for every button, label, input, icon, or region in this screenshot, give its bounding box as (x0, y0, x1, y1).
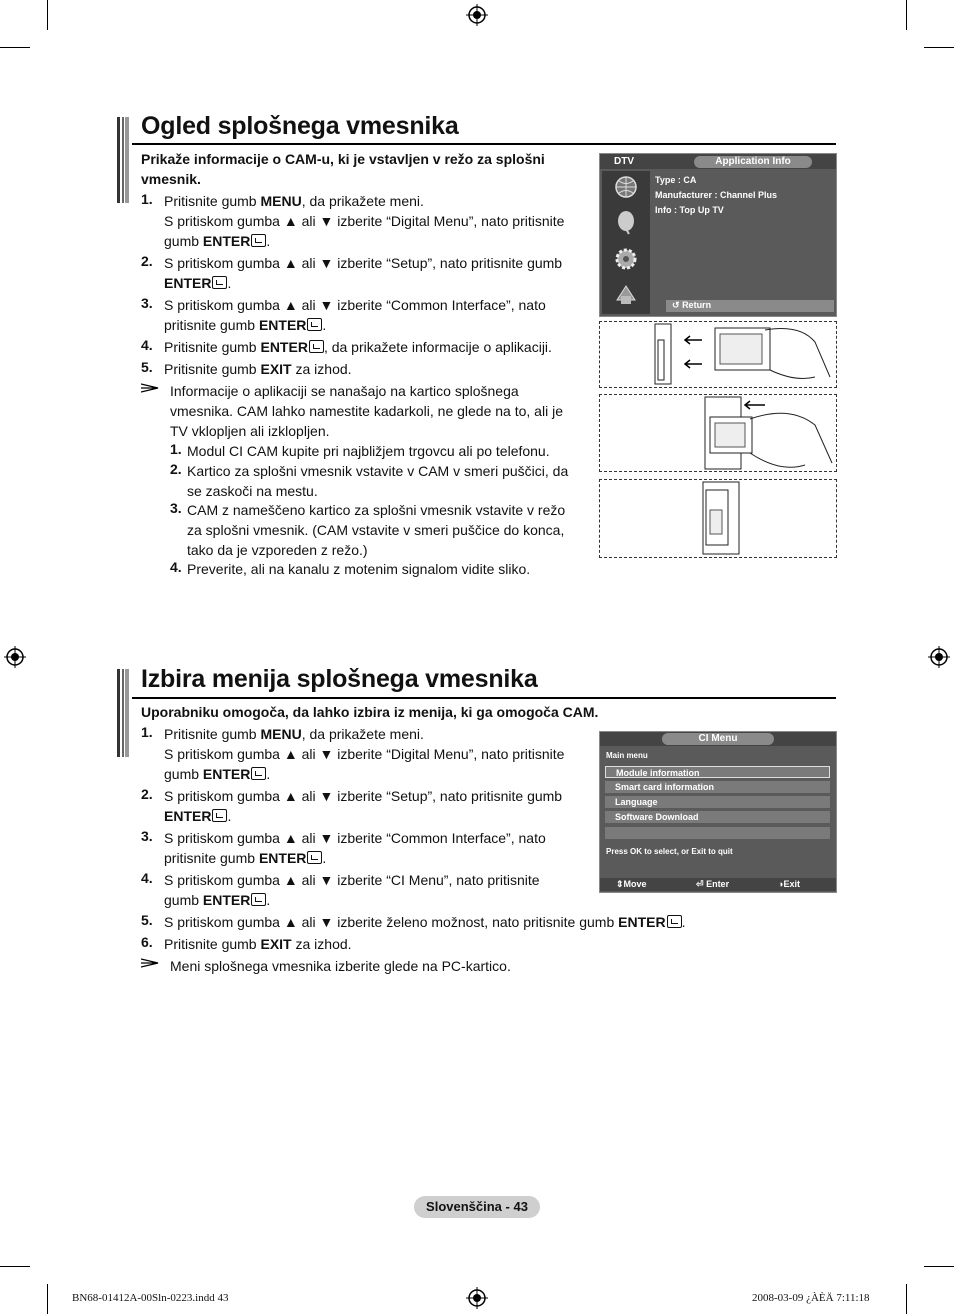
slug-left: BN68-01412A-00Sln-0223.indd 43 (72, 1292, 229, 1304)
step-number: 6. (141, 934, 153, 950)
step-number: 3. (141, 828, 153, 844)
step-number: 2. (141, 253, 153, 269)
move-hint: ⇕Move (616, 879, 647, 889)
gear-icon (613, 246, 639, 272)
section-marker-bar (117, 117, 129, 203)
step-text: Pritisnite gumb MENU, da prikažete meni. S pritiskom gumba ▲ ali ▼ izberite “Digital Menu”, nato pritisnite gumb ENTER . (164, 726, 565, 782)
enter-icon (307, 318, 322, 331)
enter-icon (212, 276, 227, 289)
menu-item-language[interactable]: Language (605, 796, 830, 808)
cam-inserted-drawing (600, 480, 836, 557)
enter-icon (212, 809, 227, 822)
main-menu-label: Main menu (606, 751, 648, 760)
step-number: 4. (141, 870, 153, 886)
section2-note: Meni splošnega vmesnika izberite glede na PC-kartico. (170, 958, 511, 974)
info-type: Type : CA (655, 175, 697, 185)
section2-intro: Uporabniku omogoča, da lahko izbira iz menija, ki ga omogoča CAM. (141, 704, 599, 720)
ci-menu-screen (599, 731, 837, 893)
cam-slot-drawing (600, 395, 836, 471)
info-manufacturer: Manufacturer : Channel Plus (655, 190, 778, 200)
step-text: S pritiskom gumba ▲ ali ▼ izberite “Common Interface”, nato pritisnite gumb ENTER . (164, 830, 546, 866)
step-number: 1. (141, 191, 153, 207)
menu-item-empty (605, 827, 830, 839)
screen-title: Application Info (715, 156, 791, 167)
page-number-label: Slovenščina - 43 (414, 1196, 540, 1218)
section-marker-bar (117, 669, 129, 757)
return-hint: ↺ Return (672, 300, 712, 310)
substep-number: 4. (170, 559, 182, 575)
cam-illustration-2 (599, 394, 837, 472)
dtv-tab: DTV (614, 156, 634, 167)
registration-mark-bottom (466, 1287, 488, 1309)
enter-hint: ⏎ Enter (696, 879, 730, 889)
step-text: Pritisnite gumb EXIT za izhod. (164, 936, 352, 952)
substep-text: CAM z nameščeno kartico za splošni vmesnik vstavite v režo za splošni vmesnik. (CAM vstavite v smeri puščice do konca, tako da je vzporeden z režo.) (187, 502, 566, 558)
note-arrow-icon (141, 958, 159, 968)
note-arrow-icon (141, 383, 159, 393)
registration-mark-left (4, 646, 26, 668)
select-hint: Press OK to select, or Exit to quit (606, 847, 733, 856)
exit-icon: ◑ (778, 879, 784, 889)
substep-text: Modul CI CAM kupite pri najbližjem trgovcu ali po telefonu. (187, 443, 550, 459)
card-insertion-drawing (600, 322, 836, 387)
step-text: S pritiskom gumba ▲ ali ▼ izberite “Setup”, nato pritisnite gumb ENTER . (164, 788, 563, 824)
registration-mark-right (928, 646, 950, 668)
info-text: Info : Top Up TV (655, 205, 724, 215)
input-icon (613, 282, 639, 308)
step-text: S pritiskom gumba ▲ ali ▼ izberite “Setup”, nato pritisnite gumb ENTER . (164, 255, 563, 291)
step-number: 4. (141, 337, 153, 353)
screen-title: CI Menu (698, 733, 738, 744)
section1-intro: Prikaže informacije o CAM-u, ki je vstavljen v režo za splošni vmesnik. (141, 151, 545, 187)
satellite-icon (613, 209, 639, 235)
substep-number: 3. (170, 500, 182, 516)
step-text: Pritisnite gumb EXIT za izhod. (164, 361, 352, 377)
enter-icon (309, 340, 324, 353)
slug-right: 2008-03-09 ¿ÀÈÄ 7:11:18 (752, 1292, 870, 1304)
substep-text: Preverite, ali na kanalu z motenim signalom vidite sliko. (187, 561, 531, 577)
section1-title: Ogled splošnega vmesnika (141, 112, 459, 140)
exit-hint: ◑Exit (778, 879, 800, 889)
step-number: 1. (141, 724, 153, 740)
menu-item-software-download[interactable]: Software Download (605, 811, 830, 823)
return-icon: ↺ (672, 300, 680, 310)
application-info-screen (599, 153, 837, 317)
substep-text: Kartico za splošni vmesnik vstavite v CAM v smeri puščici, da se zaskoči na mestu. (187, 463, 569, 499)
section1-note: Informacije o aplikaciji se nanašajo na kartico splošnega vmesnika. CAM lahko namestite kadarkoli, ne glede na to, ali je TV vklopljen ali izklopljen. (170, 383, 563, 439)
section1-rule (132, 143, 836, 145)
enter-icon (251, 767, 266, 780)
step-text: Pritisnite gumb ENTER , da prikažete informacije o aplikaciji. (164, 339, 552, 355)
step-number: 5. (141, 912, 153, 928)
enter-icon (307, 851, 322, 864)
substep-number: 1. (170, 441, 182, 457)
cam-illustration-3 (599, 479, 837, 558)
registration-mark-top (466, 4, 488, 26)
step-text: S pritiskom gumba ▲ ali ▼ izberite “Common Interface”, nato pritisnite gumb ENTER . (164, 297, 546, 333)
enter-icon: ⏎ (696, 879, 704, 889)
step-text: Pritisnite gumb MENU, da prikažete meni. S pritiskom gumba ▲ ali ▼ izberite “Digital Menu”, nato pritisnite gumb ENTER . (164, 193, 565, 249)
step-number: 2. (141, 786, 153, 802)
step-text: S pritiskom gumba ▲ ali ▼ izberite “CI Menu”, nato pritisnite gumb ENTER . (164, 872, 540, 908)
move-icon: ⇕ (616, 879, 624, 889)
substep-number: 2. (170, 461, 182, 477)
enter-icon (667, 915, 682, 928)
cam-illustration-1 (599, 321, 837, 388)
enter-icon (251, 234, 266, 247)
globe-icon (613, 174, 639, 200)
step-text: S pritiskom gumba ▲ ali ▼ izberite želeno možnost, nato pritisnite gumb ENTER . (164, 914, 686, 930)
section2-rule (132, 697, 836, 699)
step-number: 5. (141, 359, 153, 375)
section2-title: Izbira menija splošnega vmesnika (141, 665, 538, 693)
menu-item-smart-card-information[interactable]: Smart card information (605, 781, 830, 793)
step-number: 3. (141, 295, 153, 311)
menu-item-module-information[interactable]: Module information (605, 766, 830, 778)
enter-icon (251, 893, 266, 906)
